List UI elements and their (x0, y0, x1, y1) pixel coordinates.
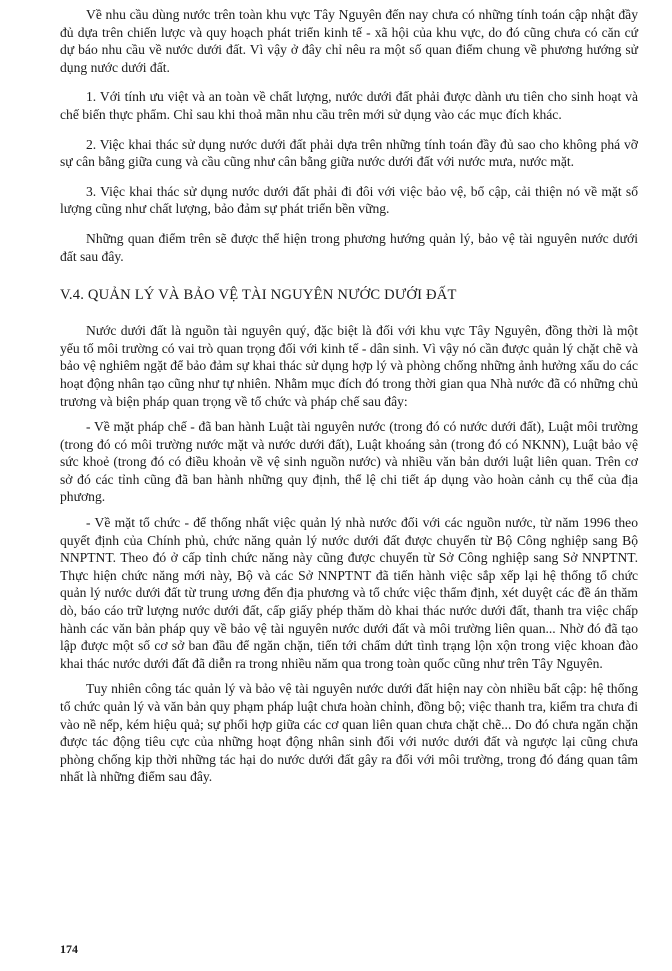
body-text (60, 6, 638, 794)
paragraph-conclusion: Những quan điểm trên sẽ được thể hiện trong phương hướng quản lý, bảo vệ tài nguyên nước dưới đất sau đây. (60, 230, 638, 264)
page-number: 174 (60, 942, 78, 956)
paragraph-shortcomings: Tuy nhiên công tác quản lý và bảo vệ tài nguyên nước dưới đất hiện nay còn nhiều bất cập: hệ thống tổ chức quản lý và văn bản quy phạm pháp luật chưa hoàn chỉnh, đồng bộ; việc thanh tra, kiểm tra chưa đi vào nề nếp, kém hiệu quả; sự phối hợp giữa các cơ quan liên quan chưa chặt chẽ... Do đó chưa ngăn chặn được tác động tiêu cực của những hoạt động nhân sinh đối với nước dưới đất và ngược lại cũng chưa phòng chống kịp thời những tác hại do nước dưới đất gây ra đối với môi trường, trong đó đáng quan tâm nhất là những điểm sau đây. (60, 681, 638, 785)
paragraph-point-3: 3. Việc khai thác sử dụng nước dưới đất phải đi đôi với việc bảo vệ, bổ cập, cải thiện nó về mặt số lượng cũng như chất lượng, bảo đảm sự phát triển bền vững. (60, 183, 638, 217)
paragraph-point-1: 1. Với tính ưu việt và an toàn về chất lượng, nước dưới đất phải được dành ưu tiên cho sinh hoạt và chế biến thực phẩm. Chỉ sau khi thoả mãn nhu cầu trên mới sử dụng vào các mục đích khác. (60, 89, 638, 122)
paragraph-organization: - Về mặt tổ chức - để thống nhất việc quản lý nhà nước đối với các nguồn nước, từ năm 1996 theo quyết định của Chính phủ, chức năng quản lý nước dưới đất được chuyển từ Bộ Công nghiệp sang Bộ NNPTNT. Theo đó ở cấp tỉnh chức năng này cũng được chuyển từ Sở Công nghiệp sang Sở NNPTNT. Thực hiện chức năng mới này, Bộ và các Sở NNPTNT đã tiến hành việc sắp xếp lại hệ thống tổ chức quản lý nước dưới đất từ trung ương đến địa phương và tổ chức việc thẩm định, xét duyệt các đề án thăm dò, báo cáo trữ lượng nước dưới đất, cấp giấy phép thăm dò khai thác nước dưới đất, thanh tra việc chấp hành các văn bản pháp quy về bảo vệ tài nguyên nước dưới đất và môi trường liên quan... Nhờ đó đã tạo lập được một số cơ sở ban đầu để ngăn chặn, tiến tới chấm dứt tình trạng lộn xộn trong việc khoan đào khai thác nước dưới đất đã diễn ra trong nhiều năm qua trong toàn quốc cũng như trên Tây Nguyên. (60, 515, 638, 671)
paragraph-section-intro: Nước dưới đất là nguồn tài nguyên quý, đặc biệt là đối với khu vực Tây Nguyên, đồng thời là một yếu tố môi trường có vai trò quan trọng đối với kinh tế - dân sinh. Vì vậy nó cần được quản lý chặt chẽ và bảo vệ nghiêm ngặt để bảo đảm sự khai thác sử dụng hợp lý và phòng chống những ảnh hưởng xấu do các hoạt động nhân tạo cũng như tự nhiên. Nhằm mục đích đó trong thời gian qua Nhà nước đã có những chủ trương và biện pháp quan trọng về tổ chức và pháp chế sau đây: (60, 323, 638, 409)
section-heading: V.4. QUẢN LÝ VÀ BẢO VỆ TÀI NGUYÊN NƯỚC DƯỚI ĐẤT (60, 287, 457, 304)
paragraph-point-2: 2. Việc khai thác sử dụng nước dưới đất phải dựa trên những tính toán đầy đủ sao cho không phá vỡ sự cân bằng giữa cung và cầu cũng như cân bằng giữa nước dưới đất với nước mưa, nước mặt. (60, 136, 638, 170)
paragraph-intro: Về nhu cầu dùng nước trên toàn khu vực Tây Nguyên đến nay chưa có những tính toán cập nhật đầy đủ dựa trên chiến lược và quy hoạch phát triển kinh tế - xã hội của khu vực, do đó cũng chưa có căn cứ dự báo nhu cầu về nước dưới đất. Vì vậy ở đây chỉ nêu ra một số quan điểm chung về phương hướng sử dụng nước dưới đất. (60, 7, 638, 75)
paragraph-legal: - Về mặt pháp chế - đã ban hành Luật tài nguyên nước (trong đó có nước dưới đất), Luật môi trường (trong đó có môi trường nước mặt và nước dưới đất), Luật khoáng sản (trong đó có NKNN), Luật bảo vệ sức khoẻ (trong đó có điều khoản về vệ sinh nguồn nước) và nhiều văn bản dưới luật liên quan. Trên cơ sở đó các tỉnh cũng đã ban hành những quy định, thể lệ chi tiết áp dụng vào hoàn cảnh cụ thể của địa phương. (60, 419, 638, 505)
